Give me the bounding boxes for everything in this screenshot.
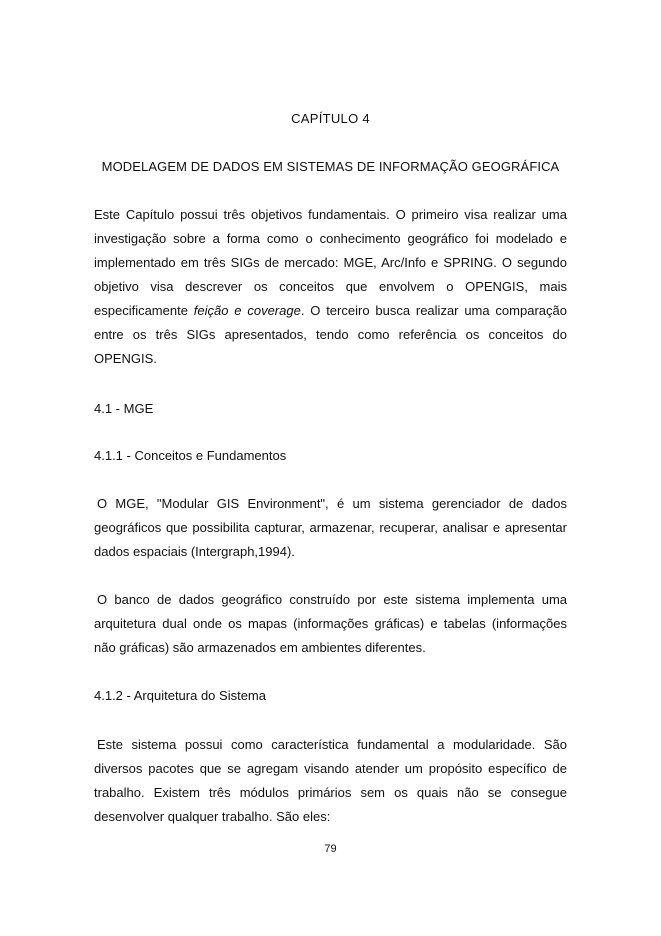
mge-definition-paragraph: O MGE, "Modular GIS Environment", é um sistema gerenciador de dados geográficos que possibilita capturar, armazenar, recuperar, analisar e apresentar dados espaciais (Intergraph,1994). (94, 496, 567, 559)
section-heading-4-1-2: 4.1.2 - Arquitetura do Sistema (94, 688, 266, 703)
intro-italic-connector: e (228, 303, 248, 318)
intro-paragraph (94, 203, 567, 371)
intro-italic-feicao: feição (193, 303, 229, 318)
chapter-title: MODELAGEM DE DADOS EM SISTEMAS DE INFORMAÇÃO GEOGRÁFICA (101, 159, 560, 174)
section-heading-4-1-1: 4.1.1 - Conceitos e Fundamentos (94, 448, 287, 463)
intro-text-part2: . O terceiro busca realizar uma comparação entre os três SIGs apresentados, tendo como referência os conceitos do OPENGIS. (94, 303, 567, 366)
chapter-label: CAPÍTULO 4 (291, 111, 370, 126)
section-heading-4-1: 4.1 - MGE (94, 401, 154, 416)
architecture-paragraph: Este sistema possui como característica fundamental a modularidade. São diversos pacotes que se agregam visando atender um propósito específico de trabalho. Existem três módulos primários sem os quais não se consegue desenvolver qualquer trabalho. São eles: (94, 737, 567, 824)
intro-text-part1: Este Capítulo possui três objetivos fundamentais. O primeiro visa realizar uma investigação sobre a forma como o conhecimento geográfico foi modelado e implementado em três SIGs de mercado: MGE, Arc/Info e SPRING. O segundo objetivo visa descrever os conceitos que envolvem o OPENGIS, mais especificamente (94, 207, 567, 318)
intro-italic-coverage: coverage (247, 303, 301, 318)
page-number: 79 (324, 843, 337, 855)
mge-database-paragraph: O banco de dados geográfico construído por este sistema implementa uma arquitetura dual onde os mapas (informações gráficas) e tabelas (informações não gráficas) são armazenados em ambientes diferentes. (94, 592, 567, 655)
